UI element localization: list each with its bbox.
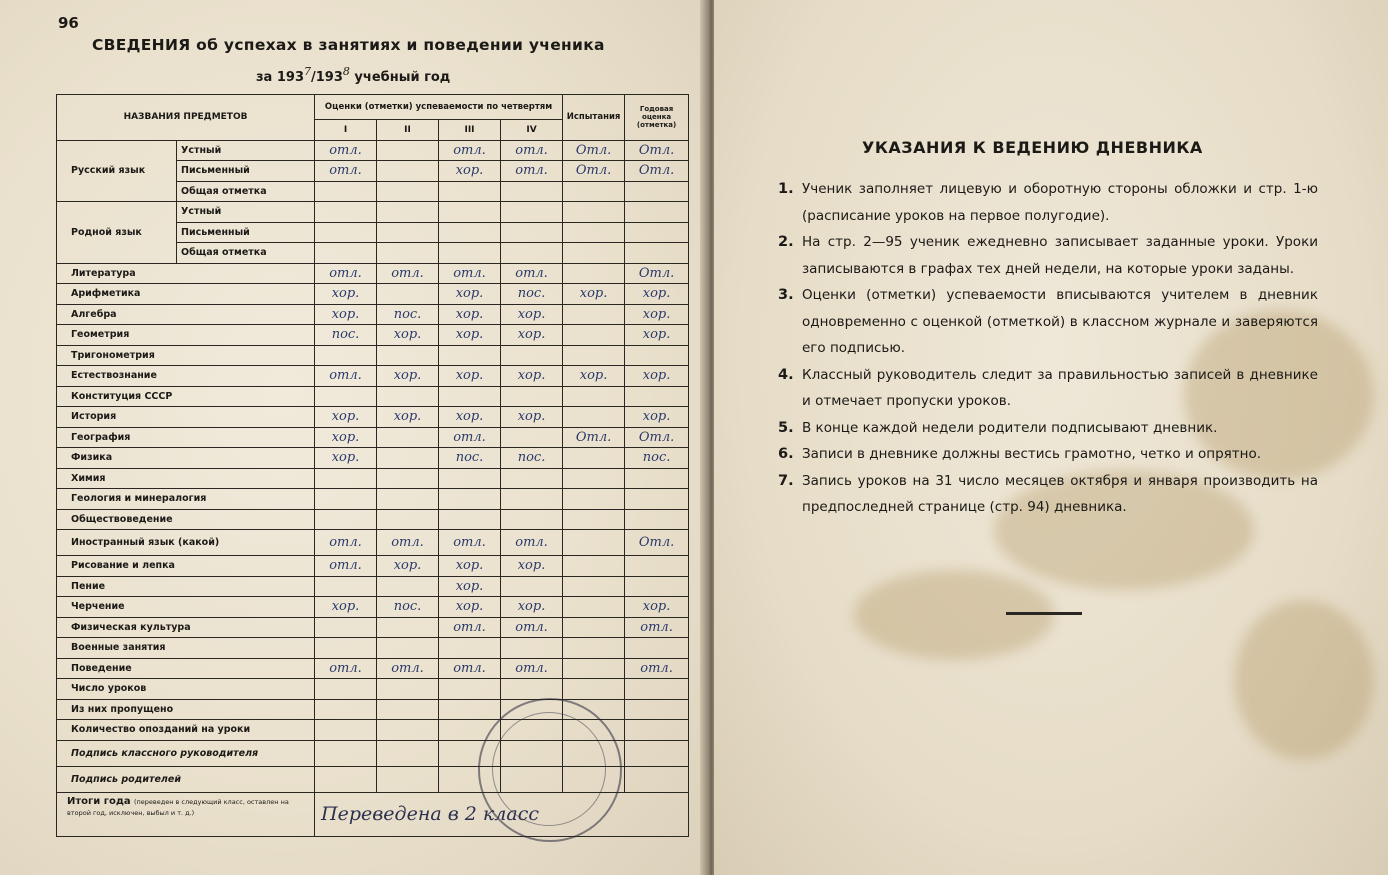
subject-label: Геология и минералогия [57, 489, 315, 510]
subject-label: Естествознание [57, 366, 315, 387]
grade-cell: пос. [439, 448, 501, 469]
grade-cell [377, 140, 439, 161]
table-row [57, 448, 689, 469]
quarter-grades-header: Оценки (отметки) успеваемости по четвертям [315, 95, 563, 120]
grade-cell: отл. [315, 658, 377, 679]
grade-cell [563, 576, 625, 597]
instruction-text: На стр. 2—95 ученик ежедневно записывает заданные уроки. Уроки записываются в графах тех дней недели, на которые уроки заданы. [802, 234, 1318, 277]
grade-cell [439, 489, 501, 510]
grade-cell [625, 766, 689, 792]
grade-cell: Отл. [625, 161, 689, 182]
grade-cell [377, 468, 439, 489]
grade-cell: отл. [625, 617, 689, 638]
quarter-2-header: II [377, 120, 439, 141]
grade-cell: хор. [625, 597, 689, 618]
instruction-number: 3. [778, 287, 794, 303]
grade-cell: отл. [501, 140, 563, 161]
subject-sub-label: Общая отметка [177, 181, 315, 202]
grade-cell [315, 679, 377, 700]
instruction-item [778, 282, 1318, 362]
instruction-text: Ученик заполняет лицевую и оборотную стороны обложки и стр. 1-ю (расписание уроков на первое полугодие). [802, 181, 1318, 224]
table-row [57, 530, 689, 556]
grade-cell [439, 243, 501, 264]
grade-cell [563, 638, 625, 659]
grade-cell [377, 386, 439, 407]
grade-cell: отл. [315, 140, 377, 161]
grade-cell: отл. [439, 658, 501, 679]
instruction-item [778, 468, 1318, 521]
instruction-text: Классный руководитель следит за правильностью записей в дневнике и отмечает пропуски уроков. [802, 366, 1318, 409]
grade-cell: хор. [501, 325, 563, 346]
instruction-text: Записи в дневнике должны вестись грамотно, четко и опрятно. [802, 446, 1262, 462]
grade-cell: хор. [377, 407, 439, 428]
grade-cell: хор. [315, 407, 377, 428]
instruction-item [778, 441, 1318, 468]
grade-cell: хор. [501, 597, 563, 618]
grade-cell [563, 407, 625, 428]
year-result-value: Переведена в 2 класс [321, 803, 539, 825]
grade-cell [625, 638, 689, 659]
table-row [57, 263, 689, 284]
subject-sub-label: Общая отметка [177, 243, 315, 264]
grade-cell [563, 345, 625, 366]
table-row [57, 202, 689, 223]
grade-cell [315, 576, 377, 597]
grade-cell [625, 679, 689, 700]
grade-cell [377, 699, 439, 720]
grade-cell [625, 699, 689, 720]
grade-cell [439, 345, 501, 366]
grade-cell: отл. [501, 263, 563, 284]
instruction-text: Оценки (отметки) успеваемости вписываются учителем в дневник одновременно с оценкой (отметкой) в классном журнале и заверяются его подписью. [802, 287, 1318, 356]
grade-cell [315, 181, 377, 202]
grade-cell [315, 489, 377, 510]
grade-cell [563, 202, 625, 223]
grade-cell [563, 448, 625, 469]
grade-cell [439, 679, 501, 700]
instruction-number: 6. [778, 446, 794, 462]
grade-cell: Отл. [625, 263, 689, 284]
grade-cell: отл. [315, 366, 377, 387]
grade-cell [439, 699, 501, 720]
grade-cell [625, 386, 689, 407]
grade-cell [315, 617, 377, 638]
grade-cell [315, 699, 377, 720]
grade-cell [377, 720, 439, 741]
grade-cell: хор. [439, 576, 501, 597]
grade-cell [315, 345, 377, 366]
grade-cell [625, 202, 689, 223]
grade-cell [377, 576, 439, 597]
grade-cell: хор. [625, 304, 689, 325]
instruction-text: Запись уроков на 31 число месяцев октября и января производить на предпоследней странице (стр. 94) дневника. [802, 472, 1318, 515]
grade-cell: отл. [625, 658, 689, 679]
year-mid: /193 [311, 70, 343, 85]
subject-label: Из них пропущено [57, 699, 315, 720]
grade-cell [377, 740, 439, 766]
grade-cell: отл. [377, 530, 439, 556]
subject-label: Число уроков [57, 679, 315, 700]
table-row [57, 679, 689, 700]
subject-label: Арифметика [57, 284, 315, 305]
grade-cell: отл. [501, 658, 563, 679]
instructions-list [778, 176, 1318, 521]
grade-cell [625, 243, 689, 264]
divider-dash [1006, 612, 1082, 615]
table-row [57, 304, 689, 325]
grade-cell: отл. [439, 427, 501, 448]
grade-cell: пос. [501, 284, 563, 305]
grade-cell: хор. [377, 556, 439, 577]
grade-cell: пос. [625, 448, 689, 469]
instruction-number: 2. [778, 234, 794, 250]
grade-cell: пос. [315, 325, 377, 346]
grade-cell [501, 679, 563, 700]
grade-cell: Отл. [563, 161, 625, 182]
grade-cell: хор. [439, 325, 501, 346]
quarter-4-header: IV [501, 120, 563, 141]
grade-cell [315, 740, 377, 766]
grade-cell: Отл. [625, 427, 689, 448]
instruction-text: В конце каждой недели родители подписывают дневник. [802, 419, 1218, 436]
grade-cell [563, 530, 625, 556]
instruction-number: 7. [778, 472, 794, 489]
grade-cell: хор. [377, 325, 439, 346]
grade-cell [377, 222, 439, 243]
subject-group-label: Русский язык [57, 140, 177, 202]
subject-label: Физическая культура [57, 617, 315, 638]
grade-cell [501, 243, 563, 264]
grade-cell: хор. [625, 284, 689, 305]
grade-cell [439, 386, 501, 407]
grade-cell: хор. [315, 448, 377, 469]
grade-cell [315, 638, 377, 659]
grade-cell [377, 161, 439, 182]
instruction-item [778, 229, 1318, 282]
grade-cell [563, 658, 625, 679]
table-row [57, 617, 689, 638]
grade-cell: хор. [501, 304, 563, 325]
grade-cell [439, 181, 501, 202]
subject-label: Количество опозданий на уроки [57, 720, 315, 741]
grade-cell [563, 325, 625, 346]
grade-cell [315, 222, 377, 243]
instruction-item [778, 362, 1318, 415]
grade-cell [377, 679, 439, 700]
grade-cell [439, 202, 501, 223]
grade-cell [501, 222, 563, 243]
grade-cell [563, 304, 625, 325]
grade-cell: хор. [315, 597, 377, 618]
grade-cell [563, 243, 625, 264]
grade-cell [501, 489, 563, 510]
grade-cell [563, 181, 625, 202]
grade-cell: отл. [501, 617, 563, 638]
grade-cell: Отл. [625, 140, 689, 161]
exams-header: Испытания [563, 95, 625, 141]
table-row [57, 140, 689, 161]
table-row [57, 407, 689, 428]
grade-cell [377, 243, 439, 264]
grade-cell [563, 489, 625, 510]
subject-label: Рисование и лепка [57, 556, 315, 577]
subject-sub-label: Письменный [177, 222, 315, 243]
grade-cell: хор. [625, 325, 689, 346]
table-row [57, 386, 689, 407]
grade-cell [625, 489, 689, 510]
subject-label: Алгебра [57, 304, 315, 325]
table-row [57, 556, 689, 577]
subject-label: Геометрия [57, 325, 315, 346]
quarter-3-header: III [439, 120, 501, 141]
subject-label: Литература [57, 263, 315, 284]
subject-label: История [57, 407, 315, 428]
grade-cell: хор. [439, 597, 501, 618]
grade-cell [377, 181, 439, 202]
subject-label: Иностранный язык (какой) [57, 530, 315, 556]
water-stain [854, 570, 1054, 660]
grade-cell: хор. [563, 366, 625, 387]
grade-cell: отл. [439, 140, 501, 161]
grade-cell: хор. [439, 284, 501, 305]
grade-cell [377, 202, 439, 223]
grade-cell [625, 345, 689, 366]
grade-cell [563, 617, 625, 638]
grade-cell [315, 720, 377, 741]
page-number: 96 [58, 14, 79, 32]
grade-cell [501, 638, 563, 659]
grade-cell: хор. [501, 556, 563, 577]
subject-sub-label: Устный [177, 202, 315, 223]
table-row [57, 468, 689, 489]
grade-cell [563, 597, 625, 618]
table-row [57, 638, 689, 659]
subject-label: Поведение [57, 658, 315, 679]
subject-label: Подпись классного руководителя [57, 740, 315, 766]
grade-cell: пос. [377, 304, 439, 325]
subject-label: Конституция СССР [57, 386, 315, 407]
table-row [57, 325, 689, 346]
grade-cell: хор. [625, 407, 689, 428]
subject-label: Подпись родителей [57, 766, 315, 792]
table-row [57, 658, 689, 679]
subject-label: Тригонометрия [57, 345, 315, 366]
grade-cell [439, 638, 501, 659]
year-prefix: за 193 [256, 70, 304, 85]
grade-cell: отл. [377, 263, 439, 284]
grade-cell: Отл. [563, 427, 625, 448]
year-result-label: Итоги года [67, 795, 131, 807]
grade-cell: хор. [315, 284, 377, 305]
grade-cell [501, 427, 563, 448]
grade-cell [377, 284, 439, 305]
grade-cell [377, 427, 439, 448]
subjects-header: НАЗВАНИЯ ПРЕДМЕТОВ [57, 95, 315, 141]
grade-cell [377, 509, 439, 530]
grade-cell [315, 243, 377, 264]
grade-cell [625, 740, 689, 766]
grade-cell [563, 509, 625, 530]
grade-cell [501, 576, 563, 597]
grade-cell: отл. [439, 617, 501, 638]
subject-group-label: Родной язык [57, 202, 177, 264]
grade-cell [501, 386, 563, 407]
year-result-label-cell [57, 792, 315, 836]
water-stain [1234, 600, 1374, 760]
grade-cell [501, 202, 563, 223]
grade-cell: Отл. [563, 140, 625, 161]
grade-cell [315, 509, 377, 530]
grade-cell: пос. [501, 448, 563, 469]
grade-cell: пос. [377, 597, 439, 618]
grade-cell: хор. [315, 304, 377, 325]
grade-cell: хор. [625, 366, 689, 387]
grade-cell: хор. [439, 161, 501, 182]
school-seal-stamp [478, 698, 622, 842]
grade-cell [625, 576, 689, 597]
subject-label: Черчение [57, 597, 315, 618]
grade-cell [315, 386, 377, 407]
grade-cell: отл. [315, 161, 377, 182]
instruction-number: 4. [778, 366, 794, 383]
grade-cell [377, 489, 439, 510]
grade-cell [315, 766, 377, 792]
school-year [256, 65, 451, 85]
grade-cell: хор. [439, 556, 501, 577]
grade-cell [625, 720, 689, 741]
grade-cell: хор. [439, 366, 501, 387]
table-row [57, 345, 689, 366]
grade-cell: хор. [377, 366, 439, 387]
subject-label: Физика [57, 448, 315, 469]
subject-label: Военные занятия [57, 638, 315, 659]
grade-cell: хор. [501, 366, 563, 387]
subject-label: География [57, 427, 315, 448]
grade-cell [439, 509, 501, 530]
instruction-item [778, 176, 1318, 229]
grade-cell [377, 617, 439, 638]
grade-cell [563, 263, 625, 284]
grade-cell: отл. [439, 263, 501, 284]
grade-cell: хор. [501, 407, 563, 428]
subject-label: Пение [57, 576, 315, 597]
grade-cell: хор. [563, 284, 625, 305]
grade-cell [377, 345, 439, 366]
annual-grade-header: Годовая оценка (отметка) [625, 95, 689, 141]
grade-cell [563, 679, 625, 700]
instruction-number: 1. [778, 181, 794, 197]
grade-cell: отл. [439, 530, 501, 556]
table-row [57, 576, 689, 597]
grade-cell [439, 468, 501, 489]
grade-cell: отл. [501, 161, 563, 182]
grade-cell [501, 345, 563, 366]
grade-cell: отл. [315, 530, 377, 556]
grade-cell [625, 468, 689, 489]
table-row [57, 597, 689, 618]
instruction-item [778, 415, 1318, 442]
grade-cell: хор. [439, 304, 501, 325]
quarter-1-header: I [315, 120, 377, 141]
table-row [57, 366, 689, 387]
subject-label: Обществоведение [57, 509, 315, 530]
grade-cell [563, 222, 625, 243]
grade-cell: отл. [315, 556, 377, 577]
grade-cell: отл. [501, 530, 563, 556]
grade-cell [625, 556, 689, 577]
grade-cell [377, 638, 439, 659]
grade-cell [563, 386, 625, 407]
instructions-title: УКАЗАНИЯ К ВЕДЕНИЮ ДНЕВНИКА [862, 138, 1203, 157]
grade-cell [563, 468, 625, 489]
grade-cell: отл. [377, 658, 439, 679]
subject-sub-label: Устный [177, 140, 315, 161]
grade-cell [625, 509, 689, 530]
grade-cell [439, 222, 501, 243]
grade-cell [501, 468, 563, 489]
grades-body [57, 140, 689, 792]
grade-cell [625, 222, 689, 243]
year-result-note: (переведен в следующий класс, оставлен на второй год, исключен, выбыл и т. д.) [67, 797, 289, 817]
grade-cell [563, 556, 625, 577]
grade-cell: хор. [439, 407, 501, 428]
year-handwritten-start: 7 [304, 65, 311, 78]
year-handwritten-end: 8 [342, 65, 350, 78]
grade-cell [377, 766, 439, 792]
grade-cell: отл. [315, 263, 377, 284]
grade-cell [315, 468, 377, 489]
table-row [57, 509, 689, 530]
table-row [57, 489, 689, 510]
year-suffix: учебный год [349, 70, 451, 85]
subject-sub-label: Письменный [177, 161, 315, 182]
subject-label: Химия [57, 468, 315, 489]
grade-cell [377, 448, 439, 469]
instruction-number: 5. [778, 419, 794, 436]
page-title: СВЕДЕНИЯ об успехах в занятиях и поведении ученика [92, 36, 605, 54]
table-row [57, 284, 689, 305]
grade-cell [501, 181, 563, 202]
grade-cell [501, 509, 563, 530]
grade-cell [625, 181, 689, 202]
grade-cell: хор. [315, 427, 377, 448]
grade-cell: Отл. [625, 530, 689, 556]
grade-cell [315, 202, 377, 223]
table-row [57, 427, 689, 448]
